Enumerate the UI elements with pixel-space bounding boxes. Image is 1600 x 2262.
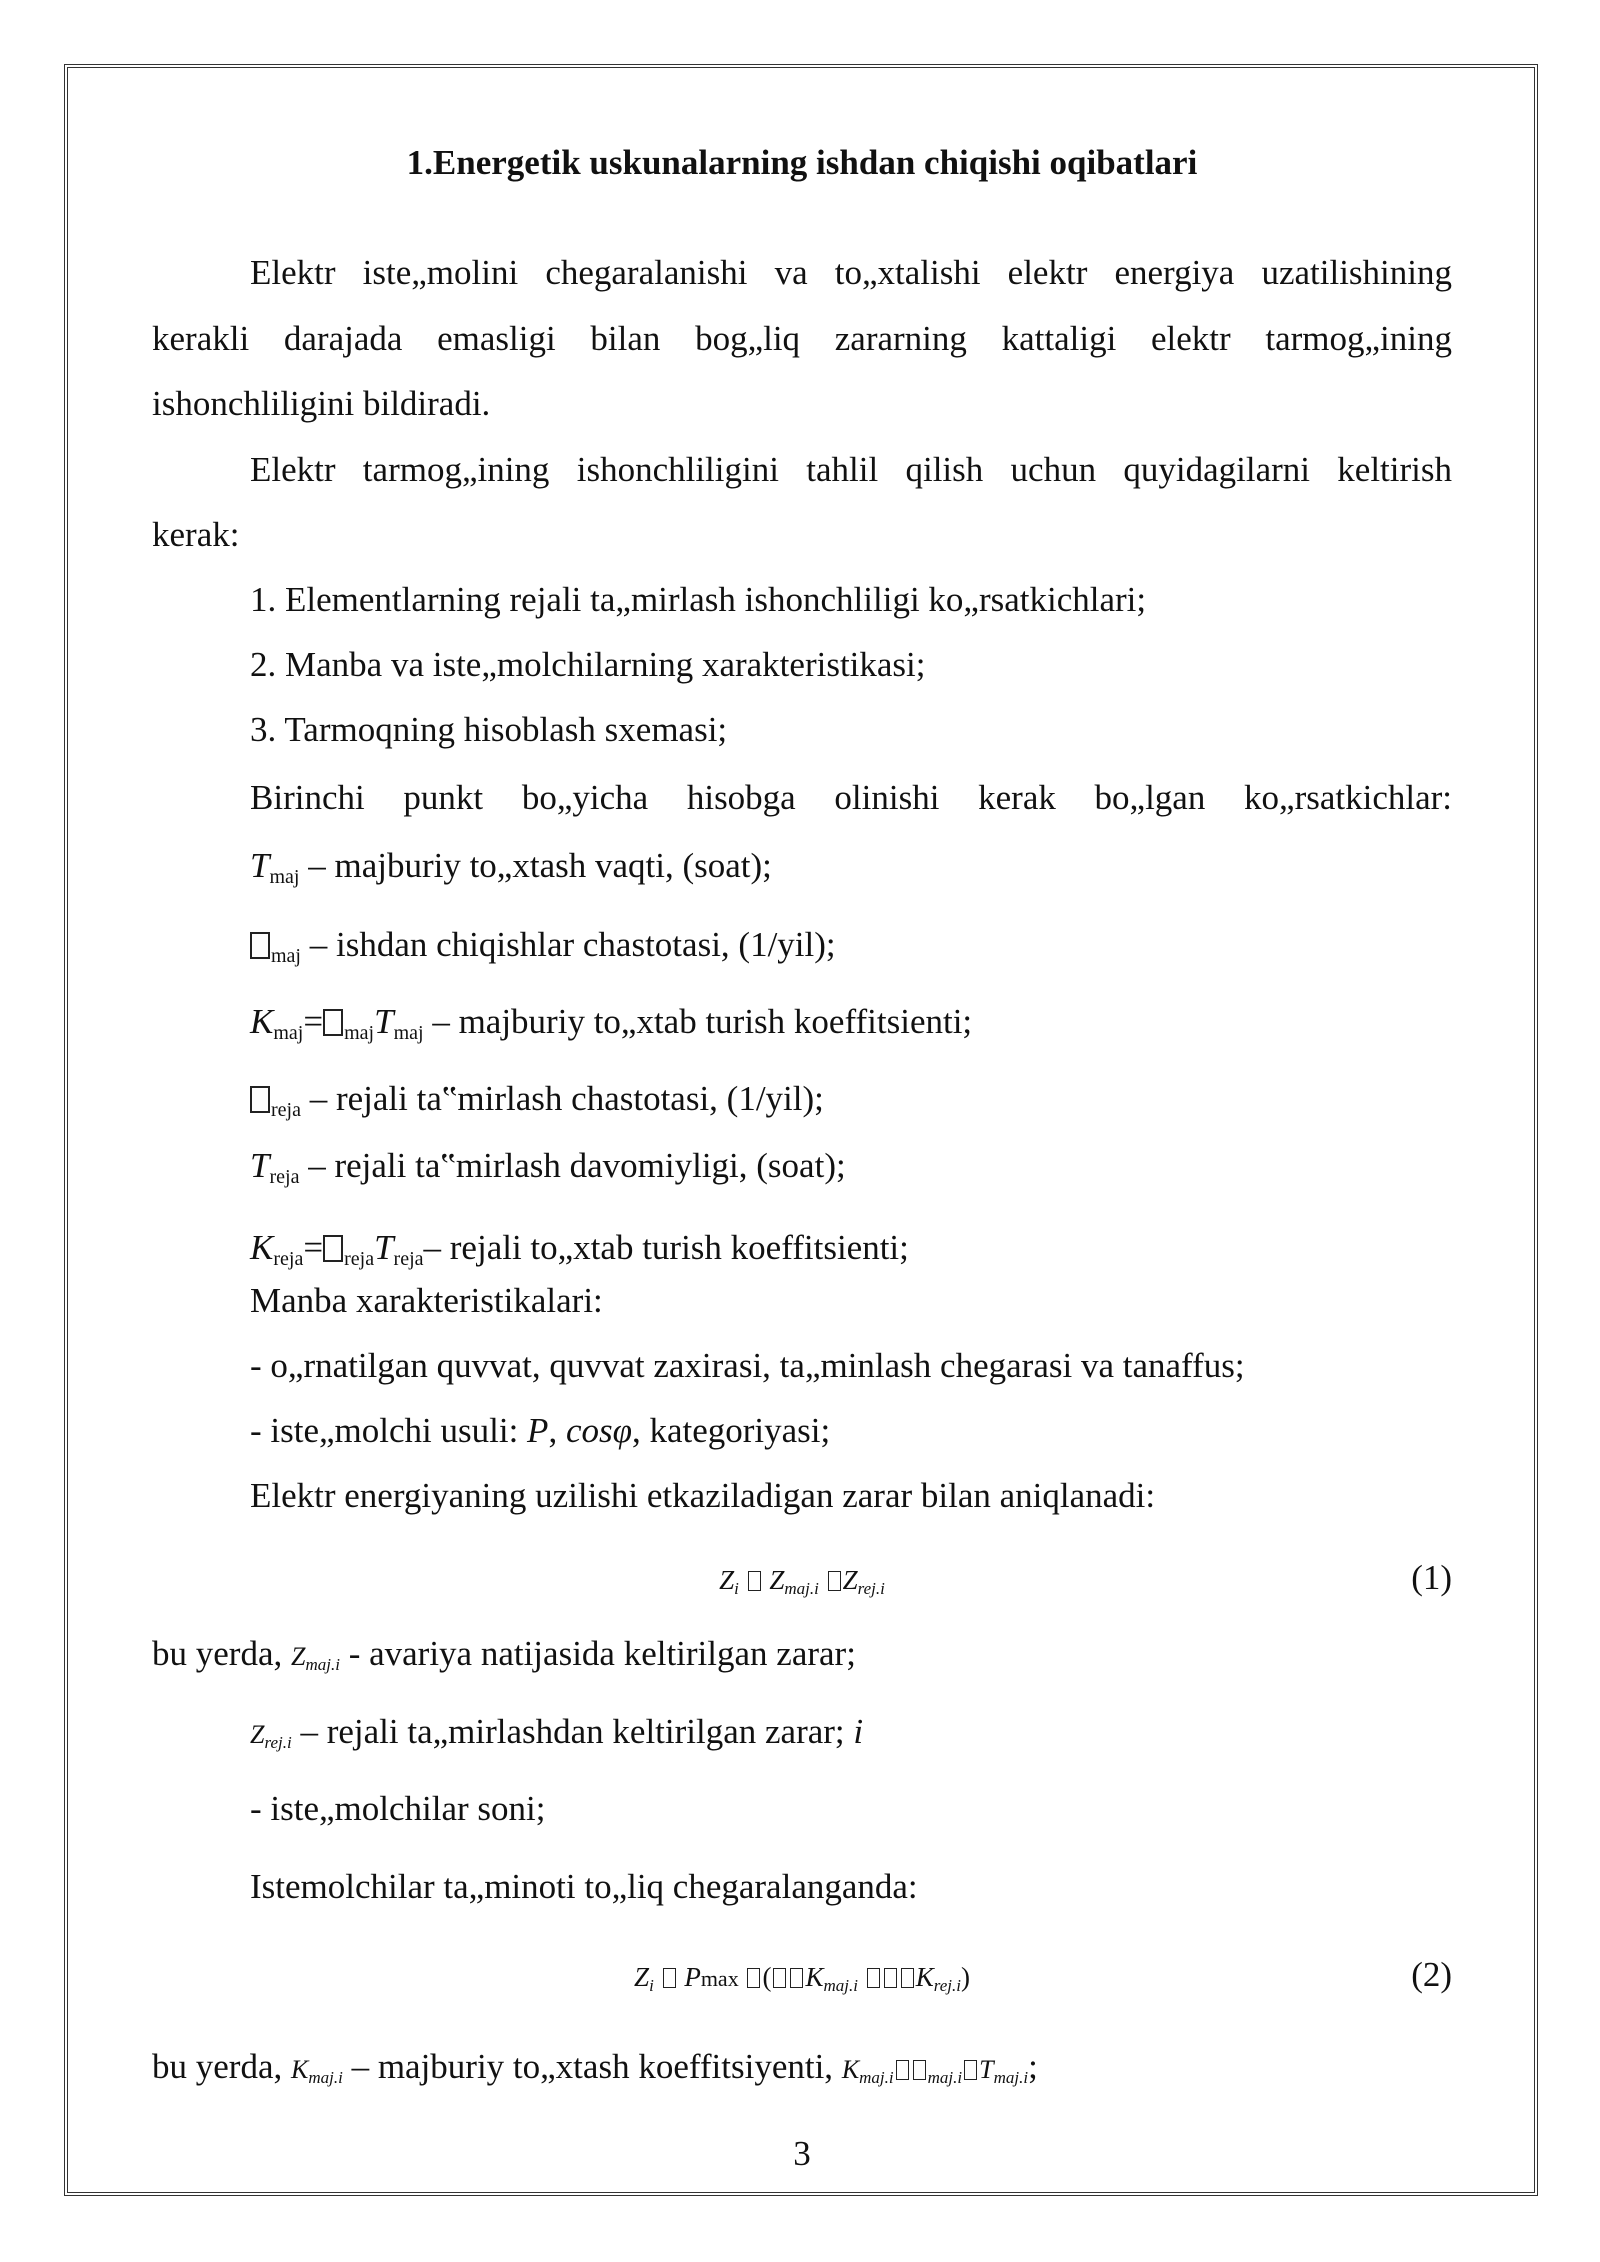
definition-kmaj: $K_{maj}= _{maj}T_{maj}$ – majburiy to„xtab turish koeffitsienti; <box>250 1002 973 1044</box>
bu-yerda-zmaj: bu yerda, Zmaj.i - avariya natijasida keltirilgan zarar; <box>152 1634 856 1674</box>
equation-2 <box>152 1954 1452 1996</box>
missing-glyph-icon <box>964 2060 977 2080</box>
missing-glyph-icon <box>867 1968 880 1988</box>
first-point-intro: Birinchi punkt bo„yicha hisobga olinishi kerak bo„lgan ko„rsatkichlar: <box>250 778 1452 817</box>
zrej-definition: Zrej.i – rejali ta„mirlashdan keltirilgan zarar; i <box>250 1712 864 1752</box>
missing-glyph-icon <box>250 932 270 959</box>
manba-item: - o„rnatilgan quvvat, quvvat zaxirasi, ta„minlash chegarasi va tanaffus; <box>250 1346 1245 1385</box>
paragraph-2-line-1: Elektr tarmog„ining ishonchliligini tahlil qilish uchun quyidagilarni keltirish <box>250 450 1452 489</box>
definition-wreja: $_{reja}$ – rejali ta‟mirlash chastotasi, (1/yil); <box>250 1078 824 1122</box>
missing-glyph-icon <box>896 2060 909 2080</box>
page-number: 3 <box>793 2134 811 2173</box>
section-title: 1.Energetik uskunalarning ishdan chiqishi oqibatlari <box>406 143 1198 182</box>
definition-wmaj: $_{maj}$ – ishdan chiqishlar chastotasi, (1/yil); <box>250 924 836 968</box>
list-item: 1. Elementlarning rejali ta„mirlash ishonchliligi ko„rsatkichlari; <box>250 580 1147 619</box>
definition-kreja: $K_{reja}= _{reja}T_{reja}-$ rejali to„xtab turish koeffitsienti; <box>250 1228 909 1270</box>
missing-glyph-icon <box>773 1968 786 1988</box>
missing-glyph-icon <box>790 1968 803 1988</box>
missing-glyph-icon <box>323 1009 343 1036</box>
paragraph-1-line-1: Elektr iste„molini chegaralanishi va to„xtalishi elektr energiya uzatilishining <box>250 253 1452 292</box>
paragraph-2-line-2: kerak: <box>152 515 240 554</box>
manba-heading: Manba xarakteristikalari: <box>250 1281 603 1320</box>
equation-2-body: Zi Pmax ( Kmaj.i Krej.i) <box>634 1962 970 1995</box>
list-item: 2. Manba va iste„molchilarning xarakteristikasi; <box>250 645 926 684</box>
missing-glyph-icon <box>828 1571 841 1591</box>
missing-glyph-icon <box>747 1968 760 1988</box>
missing-glyph-icon <box>901 1968 914 1988</box>
equation-1-number: (1) <box>1411 1558 1452 1597</box>
missing-glyph-icon <box>913 2060 926 2080</box>
missing-glyph-icon <box>884 1968 897 1988</box>
bu-yerda-kmaj: bu yerda, Kmaj.i – majburiy to„xtash koeffitsiyenti, Kmaj.i maj.i Tmaj.i; <box>152 2047 1038 2087</box>
zarar-intro: Elektr energiyaning uzilishi etkaziladigan zarar bilan aniqlanadi: <box>250 1476 1156 1515</box>
istemolchilar-intro: Istemolchilar ta„minoti to„liq chegaralanganda: <box>250 1867 918 1906</box>
definition-treja: $T_{reja}$ – rejali ta‟mirlash davomiyligi, (soat); <box>250 1146 846 1188</box>
paragraph-1-line-3: ishonchliligini bildiradi. <box>152 384 491 423</box>
equation-2-number: (2) <box>1411 1955 1452 1994</box>
missing-glyph-icon <box>323 1235 343 1262</box>
missing-glyph-icon <box>748 1571 761 1591</box>
paragraph-1-line-2: kerakli darajada emasligi bilan bog„liq zararning kattaligi elektr tarmog„ining <box>152 319 1452 358</box>
missing-glyph-icon <box>250 1086 270 1113</box>
equation-1-body: Zi Zmaj.i Zrej.i <box>719 1565 885 1598</box>
definition-tmaj: $T_{maj}$ – majburiy to„xtash vaqti, (soat); <box>250 846 772 888</box>
istemolchi-usuli: - iste„molchi usuli: P, cosφ, kategoriyasi; <box>250 1411 831 1450</box>
istemolchilar-soni: - iste„molchilar soni; <box>250 1789 546 1828</box>
equation-1 <box>152 1557 1452 1599</box>
missing-glyph-icon <box>663 1968 676 1988</box>
list-item: 3. Tarmoqning hisoblash sxemasi; <box>250 710 728 749</box>
